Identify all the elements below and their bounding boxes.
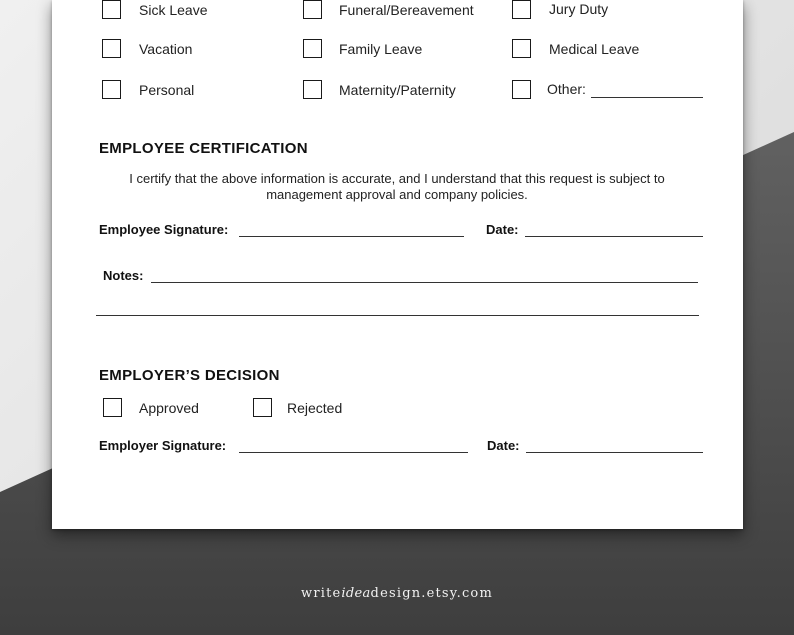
- certification-statement: I certify that the above information is accurate, and I understand that this request is subject to management approval and company policies.: [129, 171, 665, 202]
- option-label-jury-duty: Jury Duty: [549, 1, 609, 17]
- employee-signature-line[interactable]: [239, 236, 464, 237]
- employee-signature-label: Employee Signature:: [99, 222, 229, 237]
- checkbox-family-leave[interactable]: [303, 39, 322, 58]
- option-label-sick-leave: Sick Leave: [139, 2, 208, 18]
- employee-date-line[interactable]: [525, 236, 703, 237]
- notes-line-1[interactable]: [151, 282, 698, 283]
- option-label-personal: Personal: [139, 82, 195, 98]
- employer-date-line[interactable]: [526, 452, 703, 453]
- option-label-family-leave: Family Leave: [339, 41, 423, 57]
- form-page: [52, 0, 743, 529]
- watermark-url: [0, 586, 794, 601]
- approved-label: Approved: [139, 400, 199, 416]
- option-label-maternity-paternity: Maternity/Paternity: [339, 82, 456, 98]
- option-label-funeral-bereavement: Funeral/Bereavement: [339, 2, 474, 18]
- checkbox-other[interactable]: [512, 80, 531, 99]
- checkbox-vacation[interactable]: [102, 39, 121, 58]
- checkbox-funeral-bereavement[interactable]: [303, 0, 322, 19]
- checkbox-sick-leave[interactable]: [102, 0, 121, 19]
- rejected-label: Rejected: [287, 400, 343, 416]
- checkbox-personal[interactable]: [102, 80, 121, 99]
- checkbox-jury-duty[interactable]: [512, 0, 531, 19]
- option-label-vacation: Vacation: [139, 41, 193, 57]
- notes-line-2[interactable]: [96, 315, 699, 316]
- employee-certification-title: EMPLOYEE CERTIFICATION: [99, 140, 308, 157]
- employer-decision-title: EMPLOYER’S DECISION: [99, 367, 280, 384]
- checkbox-medical-leave[interactable]: [512, 39, 531, 58]
- watermark-highlight: idea: [341, 586, 371, 601]
- checkbox-rejected[interactable]: [253, 398, 272, 417]
- other-input-line[interactable]: [591, 97, 703, 98]
- option-label-other: Other:: [547, 81, 586, 97]
- checkbox-maternity-paternity[interactable]: [303, 80, 322, 99]
- watermark-suffix: design.etsy.com: [370, 586, 493, 601]
- option-label-medical-leave: Medical Leave: [549, 41, 640, 57]
- employer-signature-line[interactable]: [239, 452, 468, 453]
- employer-date-label: Date:: [487, 438, 520, 453]
- watermark-prefix: write: [301, 586, 342, 601]
- notes-label: Notes:: [103, 268, 144, 283]
- employer-signature-label: Employer Signature:: [99, 438, 227, 453]
- checkbox-approved[interactable]: [103, 398, 122, 417]
- employee-date-label: Date:: [486, 222, 519, 237]
